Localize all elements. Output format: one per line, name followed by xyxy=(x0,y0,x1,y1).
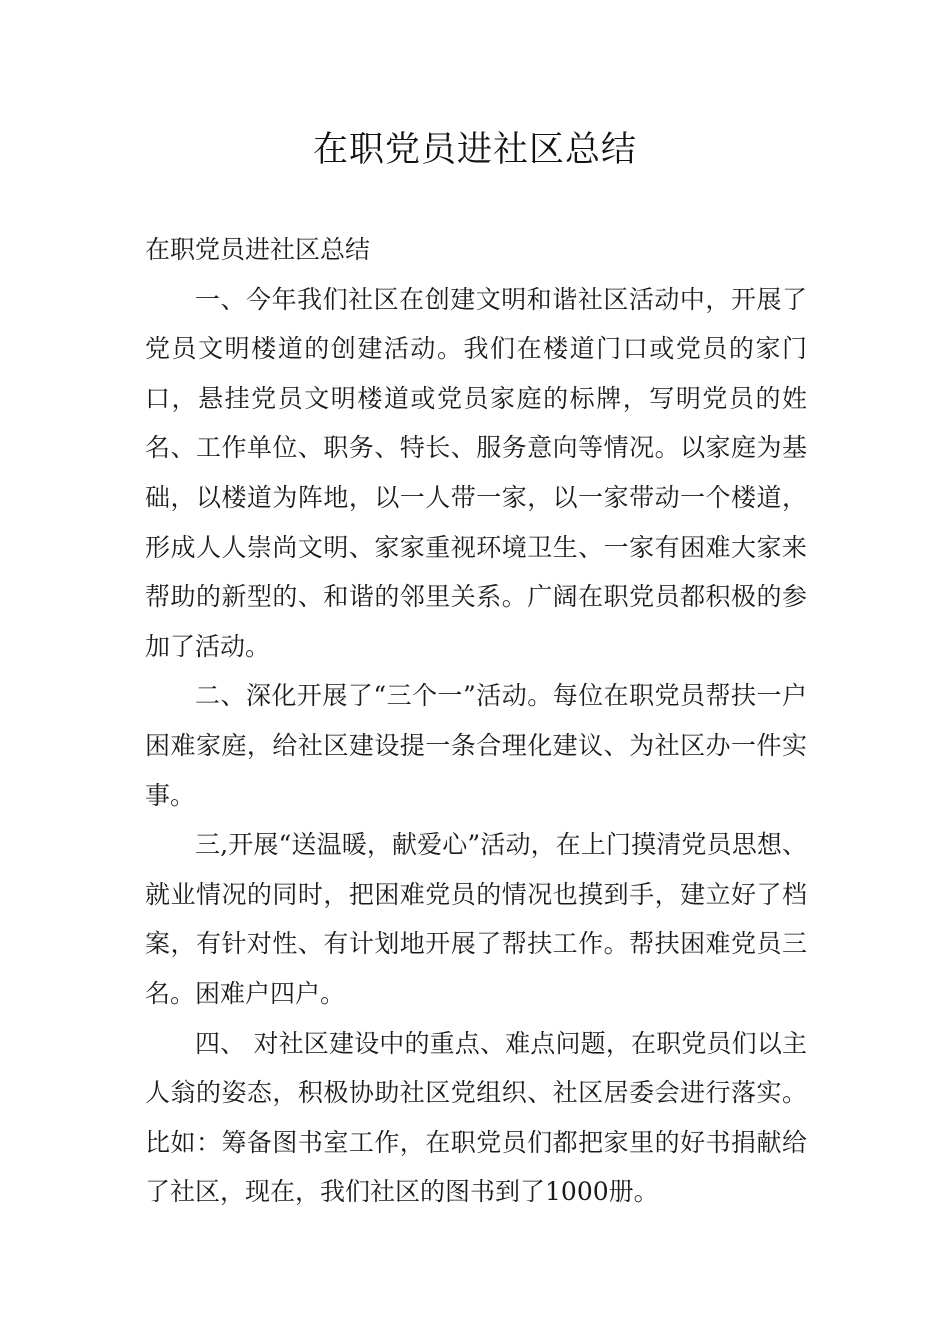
paragraph-3: 三,开展“送温暖，献爱心”活动，在上门摸清党员思想、就业情况的同时，把困难党员的情况也摸到手，建立好了档案，有针对性、有计划地开展了帮扶工作。帮扶困难党员三名。困难户四户。 xyxy=(145,830,807,1008)
document-subtitle: 在职党员进社区总结 xyxy=(145,235,371,264)
paragraph-2: 二、深化开展了“三个一”活动。每位在职党员帮扶一户困难家庭，给社区建设提一条合理化建议、为社区办一件实事。 xyxy=(145,681,807,810)
document-title: 在职党员进社区总结 xyxy=(312,130,637,170)
paragraph-4: 四、 对社区建设中的重点、难点问题，在职党员们以主人翁的姿态，积极协助社区党组织、社区居委会进行落实。比如：筹备图书室工作，在职党员们都把家里的好书捐献给了社区，现在，我们社区的图书到了1000册。 xyxy=(145,1028,807,1207)
document-body xyxy=(145,225,807,1217)
paragraph-1: 一、今年我们社区在创建文明和谐社区活动中，开展了党员文明楼道的创建活动。我们在楼道门口或党员的家门口，悬挂党员文明楼道或党员家庭的标牌，写明党员的姓名、工作单位、职务、特长、服务意向等情况。以家庭为基础，以楼道为阵地，以一人带一家，以一家带动一个楼道，形成人人崇尚文明、家家重视环境卫生、一家有困难大家来帮助的新型的、和谐的邻里关系。广阔在职党员都积极的参加了活动。 xyxy=(145,284,807,661)
